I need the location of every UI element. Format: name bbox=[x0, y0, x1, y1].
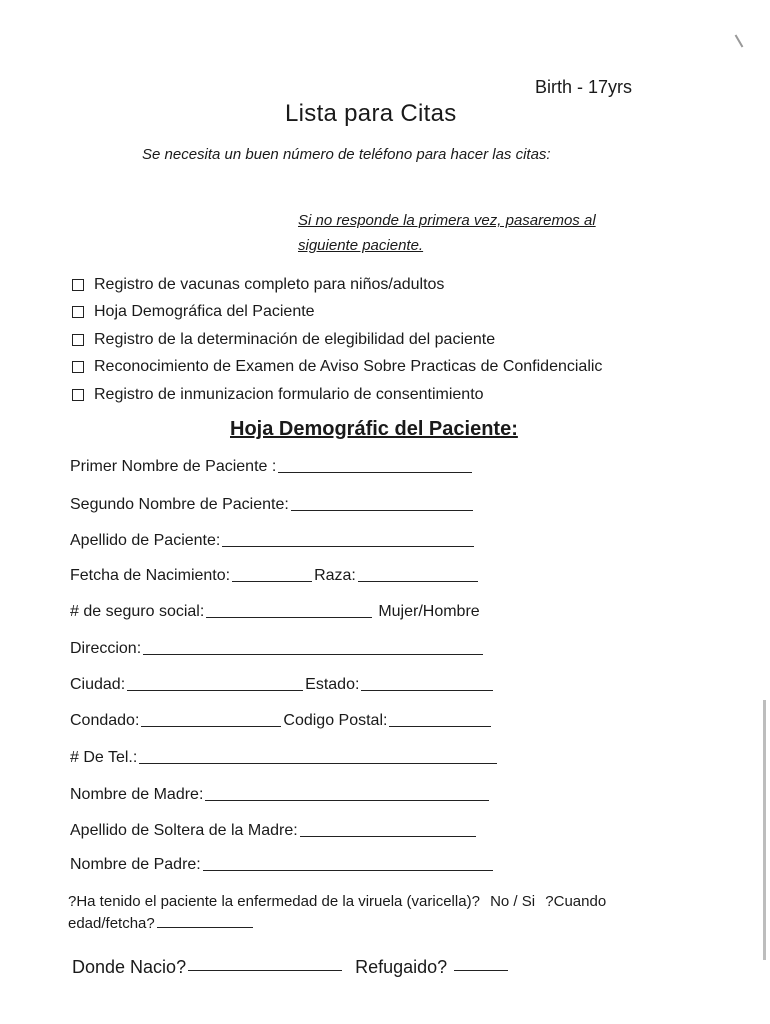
checkbox-icon[interactable] bbox=[72, 389, 84, 401]
document-checklist bbox=[72, 271, 602, 409]
refugee-label: Refugaido? bbox=[355, 957, 448, 977]
county-zip-row bbox=[70, 712, 493, 730]
checkbox-icon[interactable] bbox=[72, 334, 84, 346]
phone-row bbox=[70, 749, 499, 767]
checklist-item-label: Reconocimiento de Examen de Aviso Sobre Practicas de Confidencialic bbox=[94, 358, 603, 376]
county-field[interactable] bbox=[141, 712, 281, 727]
last-name-field[interactable] bbox=[222, 532, 474, 547]
mother-name-field[interactable] bbox=[205, 786, 489, 801]
scan-speck bbox=[735, 34, 744, 47]
checklist-item-label: Registro de la determinación de elegibilidad del paciente bbox=[94, 330, 496, 348]
father-name-row bbox=[70, 856, 495, 874]
city-state-row bbox=[70, 676, 495, 694]
mother-name-row bbox=[70, 786, 491, 804]
varicella-when-label: ?Cuando bbox=[545, 893, 607, 910]
checklist-item bbox=[72, 299, 602, 327]
age-range-label: Birth - 17yrs bbox=[535, 77, 633, 97]
father-name-field[interactable] bbox=[203, 856, 493, 871]
state-field[interactable] bbox=[361, 676, 493, 691]
city-field[interactable] bbox=[127, 676, 303, 691]
varicella-question-text: ?Ha tenido el paciente la enfermedad de la viruela (varicella)? bbox=[68, 893, 480, 910]
callback-notice bbox=[298, 208, 596, 258]
middle-name-row bbox=[70, 496, 475, 514]
form-title: Lista para Citas bbox=[285, 100, 457, 127]
gender-label: Mujer/Hombre bbox=[378, 603, 480, 620]
mother-maiden-field[interactable] bbox=[300, 822, 476, 837]
varicella-age-date-field[interactable] bbox=[157, 917, 253, 928]
address-label: Direccion: bbox=[70, 640, 142, 657]
address-row bbox=[70, 640, 485, 658]
mother-name-label: Nombre de Madre: bbox=[70, 786, 204, 803]
ssn-label: # de seguro social: bbox=[70, 603, 205, 620]
birth-race-row bbox=[70, 567, 480, 585]
city-label: Ciudad: bbox=[70, 676, 126, 693]
notice-line-1: Si no responde la primera vez, pasaremos al bbox=[298, 212, 596, 229]
last-name-row bbox=[70, 532, 476, 550]
zip-field[interactable] bbox=[389, 712, 491, 727]
ssn-field[interactable] bbox=[206, 603, 372, 618]
phone-field[interactable] bbox=[139, 749, 497, 764]
middle-name-label: Segundo Nombre de Paciente: bbox=[70, 496, 289, 513]
checklist-item bbox=[72, 381, 602, 409]
birthplace-refugee-row bbox=[72, 954, 510, 978]
birthplace-field[interactable] bbox=[188, 954, 342, 971]
scan-edge-mark bbox=[763, 700, 766, 960]
form-subtitle: Se necesita un buen número de teléfono para hacer las citas: bbox=[142, 146, 551, 163]
birthplace-label: Donde Nacio? bbox=[72, 957, 187, 977]
ssn-row bbox=[70, 603, 480, 621]
first-name-field[interactable] bbox=[278, 458, 472, 473]
first-name-row bbox=[70, 458, 474, 476]
birth-date-field[interactable] bbox=[232, 567, 312, 582]
checklist-item-label: Registro de inmunizacion formulario de consentimiento bbox=[94, 385, 484, 403]
address-field[interactable] bbox=[143, 640, 483, 655]
varicella-options[interactable]: No / Si bbox=[490, 893, 536, 910]
checklist-item bbox=[72, 326, 602, 354]
middle-name-field[interactable] bbox=[291, 496, 473, 511]
birth-date-label: Fetcha de Nacimiento: bbox=[70, 567, 231, 584]
refugee-field[interactable] bbox=[454, 954, 508, 971]
mother-maiden-label: Apellido de Soltera de la Madre: bbox=[70, 822, 298, 839]
mother-maiden-row bbox=[70, 822, 478, 840]
first-name-label: Primer Nombre de Paciente : bbox=[70, 458, 277, 475]
checkbox-icon[interactable] bbox=[72, 279, 84, 291]
zip-label: Codigo Postal: bbox=[283, 712, 388, 729]
county-label: Condado: bbox=[70, 712, 140, 729]
checklist-item bbox=[72, 271, 602, 299]
race-label: Raza: bbox=[314, 567, 356, 584]
section-title: Hoja Demográfic del Paciente: bbox=[230, 418, 518, 440]
checklist-item-label: Hoja Demográfica del Paciente bbox=[94, 303, 315, 321]
race-field[interactable] bbox=[358, 567, 478, 582]
phone-label: # De Tel.: bbox=[70, 749, 138, 766]
checklist-item-label: Registro de vacunas completo para niños/adultos bbox=[94, 275, 445, 293]
varicella-age-date-label: edad/fetcha? bbox=[68, 915, 155, 932]
state-label: Estado: bbox=[305, 676, 360, 693]
father-name-label: Nombre de Padre: bbox=[70, 856, 201, 873]
checkbox-icon[interactable] bbox=[72, 306, 84, 318]
last-name-label: Apellido de Paciente: bbox=[70, 532, 221, 549]
checklist-item bbox=[72, 354, 602, 382]
varicella-question bbox=[68, 891, 708, 935]
notice-line-2: siguiente paciente. bbox=[298, 237, 424, 254]
checkbox-icon[interactable] bbox=[72, 361, 84, 373]
